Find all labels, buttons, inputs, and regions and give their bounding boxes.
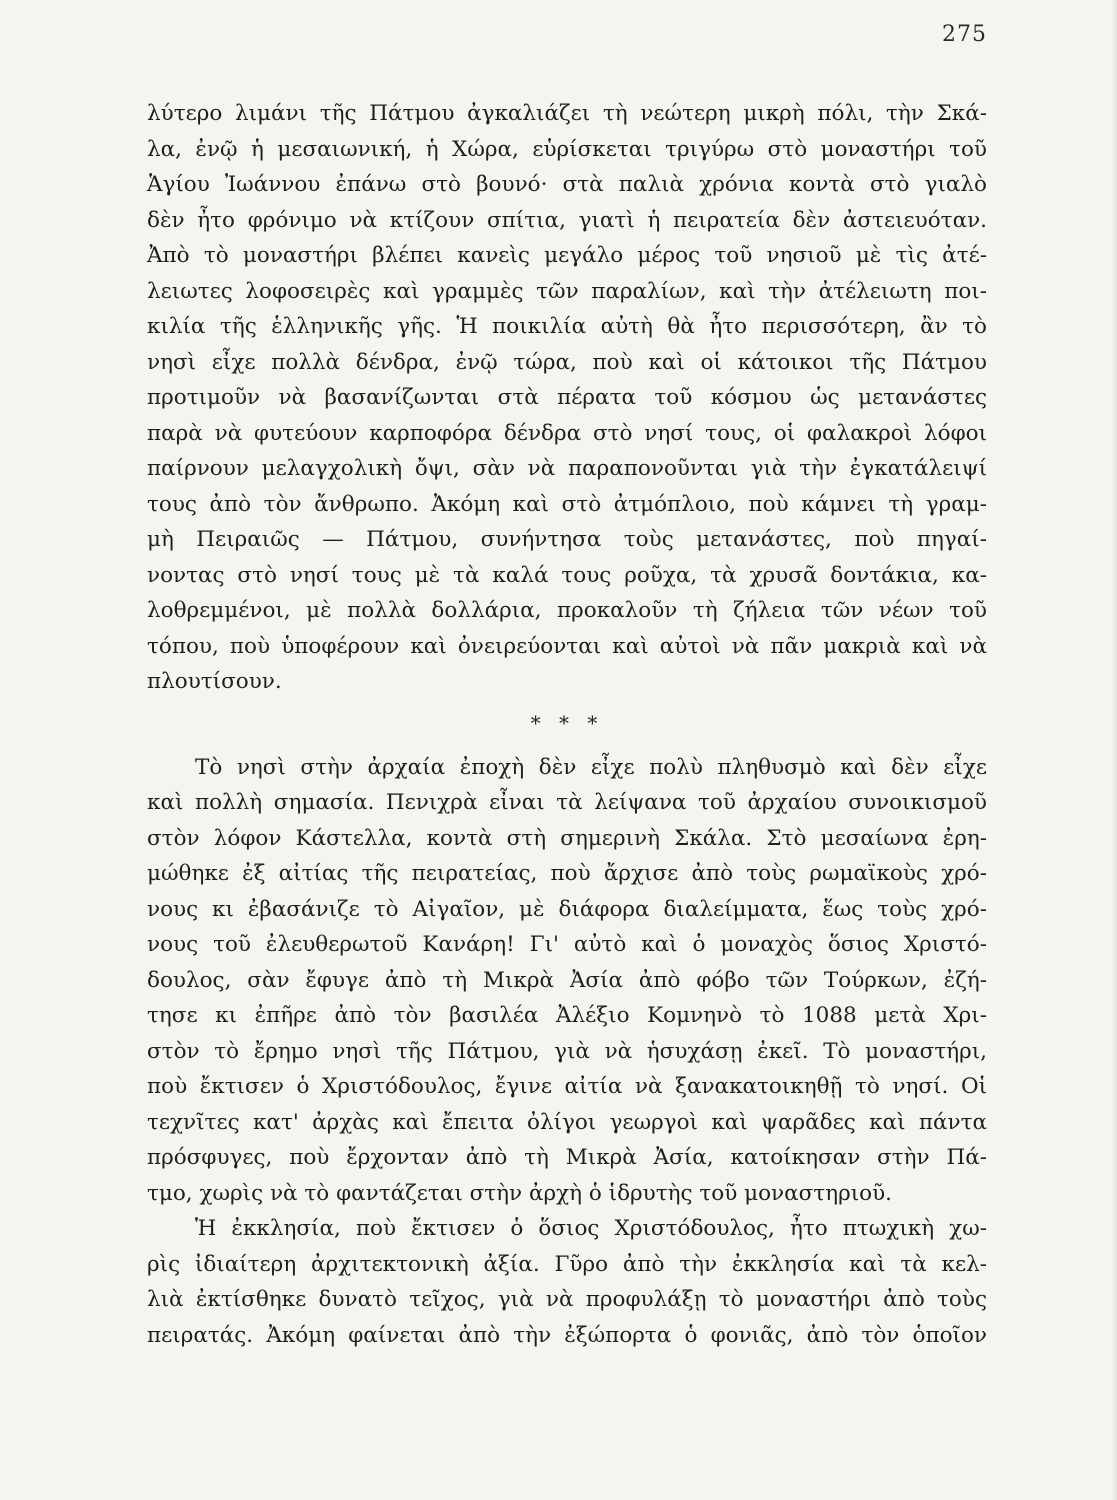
text-line: πειρατάς. Ἀκόμη φαίνεται ἀπὸ τὴν ἐξώπορτα ὁ φονιᾶς, ἀπὸ τὸν ὁποῖον <box>147 1322 987 1348</box>
text-line: τόπου, ποὺ ὑποφέρουν καὶ ὀνειρεύονται καὶ αὐτοὶ νὰ πᾶν μακριὰ καὶ νὰ <box>147 633 987 659</box>
text-line: νους κι ἐβασάνιζε τὸ Αἰγαῖον, μὲ διάφορα διαλείμματα, ἕως τοὺς χρό- <box>147 896 987 922</box>
page-edge-shadow <box>1111 0 1117 1500</box>
text-line: καὶ πολλὴ σημασία. Πενιχρὰ εἶναι τὰ λείψανα τοῦ ἀρχαίου συνοικισμοῦ <box>147 790 987 815</box>
text-line: δὲν ἦτο φρόνιμο νὰ κτίζουν σπίτια, γιατὶ ἡ πειρατεία δὲν ἀστειευόταν. <box>147 207 987 233</box>
page-number: 275 <box>942 22 987 47</box>
text-line: τους ἀπὸ τὸν ἄνθρωπο. Ἀκόμη καὶ στὸ ἀτμόπλοιο, ποὺ κάμνει τὴ γραμ- <box>147 491 987 517</box>
text-line: λειωτες λοφοσειρὲς καὶ γραμμὲς τῶν παραλίων, καὶ τὴν ἀτέλειωτη ποι- <box>147 278 987 304</box>
text-line: παίρνουν μελαγχολικὴ ὄψι, σὰν νὰ παραπονοῦνται γιὰ τὴν ἐγκατάλειψί <box>147 456 987 481</box>
text-line: Ἁγίου Ἰωάννου ἐπάνω στὸ βουνό· στὰ παλιὰ χρόνια κοντὰ στὸ γιαλὸ <box>147 172 987 197</box>
text-line: τεχνῖτες κατ' ἀρχὰς καὶ ἔπειτα ὀλίγοι γεωργοὶ καὶ ψαρᾶδες καὶ πάντα <box>147 1109 987 1135</box>
text-line: στὸν τὸ ἔρημο νησὶ τῆς Πάτμου, γιὰ νὰ ἡσυχάσῃ ἐκεῖ. Τὸ μοναστήρι, <box>147 1038 987 1064</box>
text-line: στὸν λόφον Κάστελλα, κοντὰ στὴ σημερινὴ Σκάλα. Στὸ μεσαίωνα ἐρη- <box>147 825 987 851</box>
text-line: νους τοῦ ἐλευθερωτοῦ Κανάρη! Γι' αὐτὸ καὶ ὁ μοναχὸς ὅσιος Χριστό- <box>147 932 987 957</box>
text-line: νησὶ εἶχε πολλὰ δένδρα, ἐνῷ τώρα, ποὺ καὶ οἱ κάτοικοι τῆς Πάτμου <box>147 349 987 375</box>
text-line: λιὰ ἐκτίσθηκε δυνατὸ τεῖχος, γιὰ νὰ προφυλάξῃ τὸ μοναστήρι ἀπὸ τοὺς <box>147 1287 987 1312</box>
body-text <box>147 96 987 1353</box>
text-line: νοντας στὸ νησί τους μὲ τὰ καλά τους ροῦχα, τὰ χρυσᾶ δοντάκια, κα- <box>147 562 987 588</box>
text-line: λοθρεμμένοι, μὲ πολλὰ δολλάρια, προκαλοῦν τὴ ζήλεια τῶν νέων τοῦ <box>147 598 987 623</box>
text-line: Ἡ ἐκκλησία, ποὺ ἔκτισεν ὁ ὅσιος Χριστόδουλος, ἦτο πτωχικὴ χω- <box>195 1216 987 1241</box>
text-line: Ἀπὸ τὸ μοναστήρι βλέπει κανεὶς μεγάλο μέρος τοῦ νησιοῦ μὲ τὶς ἀτέ- <box>147 243 987 268</box>
text-line: τησε κι ἐπῆρε ἀπὸ τὸν βασιλέα Ἀλέξιο Κομνηνὸ τὸ 1088 μετὰ Χρι- <box>147 1003 987 1028</box>
text-line: λύτερο λιμάνι τῆς Πάτμου ἀγκαλιάζει τὴ νεώτερη μικρὴ πόλι, τὴν Σκά- <box>147 101 987 126</box>
text-line: προτιμοῦν νὰ βασανίζωνται στὰ πέρατα τοῦ κόσμου ὡς μετανάστες <box>147 385 987 410</box>
paragraph-2 <box>147 750 987 1212</box>
section-separator: * * * <box>530 710 604 735</box>
text-line: μώθηκε ἐξ αἰτίας τῆς πειρατείας, ποὺ ἄρχισε ἀπὸ τοὺς ρωμαϊκοὺς χρό- <box>147 861 987 886</box>
paragraph-3 <box>147 1211 987 1353</box>
text-line: κιλία τῆς ἑλληνικῆς γῆς. Ἡ ποικιλία αὐτὴ θὰ ἦτο περισσότερη, ἂν τὸ <box>147 314 987 339</box>
text-line: λα, ἐνῷ ἡ μεσαιωνική, ἡ Χώρα, εὑρίσκεται τριγύρω στὸ μοναστήρι τοῦ <box>147 136 987 162</box>
text-line: παρὰ νὰ φυτεύουν καρποφόρα δένδρα στὸ νησί τους, οἱ φαλακροὶ λόφοι <box>147 420 987 446</box>
text-line: Τὸ νησὶ στὴν ἀρχαία ἐποχὴ δὲν εἶχε πολὺ πληθυσμὸ καὶ δὲν εἶχε <box>195 754 987 780</box>
text-line: δουλος, σὰν ἔφυγε ἀπὸ τὴ Μικρὰ Ἀσία ἀπὸ φόβο τῶν Τούρκων, ἐζή- <box>147 967 987 993</box>
paragraph-1 <box>147 96 987 700</box>
text-line: μὴ Πειραιῶς — Πάτμου, συνήντησα τοὺς μετανάστες, ποὺ πηγαί- <box>147 527 987 552</box>
text-line: πρόσφυγες, ποὺ ἔρχονταν ἀπὸ τὴ Μικρὰ Ἀσία, κατοίκησαν στὴν Πά- <box>147 1145 987 1170</box>
text-line: ρὶς ἰδιαίτερη ἀρχιτεκτονικὴ ἀξία. Γῦρο ἀπὸ τὴν ἐκκλησία καὶ τὰ κελ- <box>147 1251 987 1277</box>
text-line: πλουτίσουν. <box>147 669 282 694</box>
text-line: ποὺ ἔκτισεν ὁ Χριστόδουλος, ἔγινε αἰτία νὰ ξανακατοικηθῇ τὸ νησί. Οἱ <box>147 1074 987 1099</box>
text-line: τμο, χωρὶς νὰ τὸ φαντάζεται στὴν ἀρχὴ ὁ ἱδρυτὴς τοῦ μοναστηριοῦ. <box>147 1180 892 1206</box>
